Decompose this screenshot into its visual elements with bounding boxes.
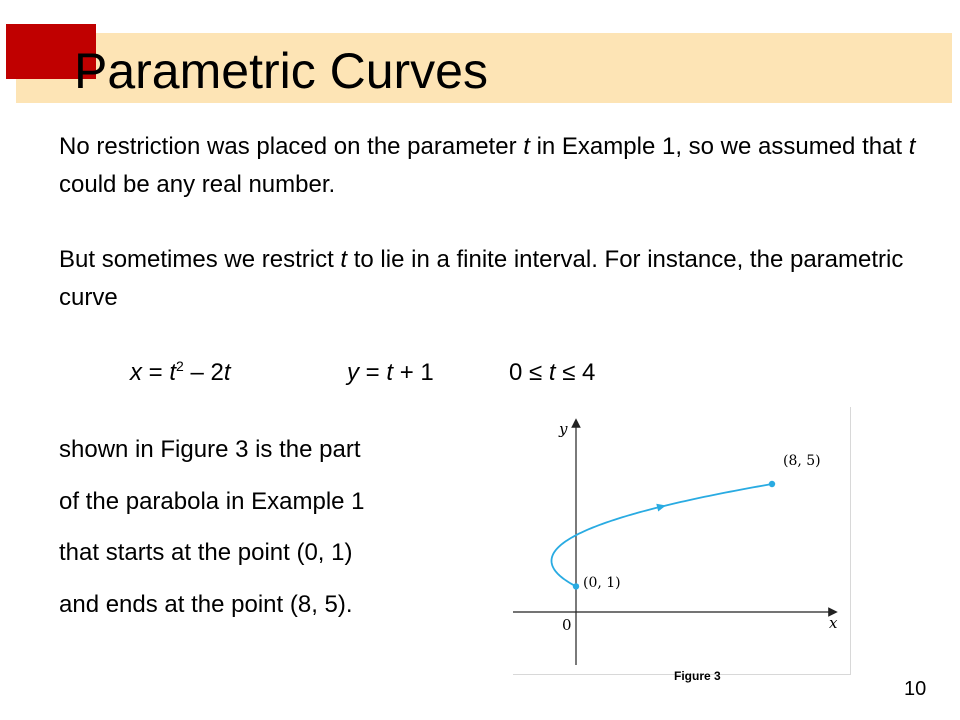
- y-axis-label: y: [559, 420, 568, 438]
- curve-direction-arrow: [656, 504, 666, 512]
- start-point-label: (0, 1): [583, 575, 621, 591]
- text-line-2: of the parabola in Example 1: [59, 488, 365, 515]
- figure-3: [513, 407, 851, 675]
- paragraph-1: No restriction was placed on the parameter t in Example 1, so we assumed that t could be any real number.: [59, 133, 916, 198]
- equation-y: y = t + 1: [347, 359, 434, 386]
- parametric-curve-plot: [513, 407, 850, 674]
- slide-title: Parametric Curves: [74, 43, 488, 99]
- parametric-curve: [552, 484, 773, 586]
- x-axis-label: x: [829, 614, 838, 632]
- origin-label: 0: [562, 616, 572, 634]
- slide-number: 10: [904, 678, 927, 700]
- start-point: [573, 583, 579, 589]
- figure-caption: Figure 3: [674, 669, 721, 683]
- text-line-3: that starts at the point (0, 1): [59, 539, 353, 566]
- end-point-label: (8, 5): [783, 453, 821, 469]
- text-line-4: and ends at the point (8, 5).: [59, 591, 353, 618]
- equation-range: 0 ≤ t ≤ 4: [509, 359, 596, 386]
- paragraph-2: But sometimes we restrict t to lie in a finite interval. For instance, the parametric curve: [59, 246, 904, 311]
- text-line-1: shown in Figure 3 is the part: [59, 436, 361, 463]
- end-point: [769, 481, 775, 487]
- equation-x: $x = t^2 - 2t$: [130, 358, 231, 386]
